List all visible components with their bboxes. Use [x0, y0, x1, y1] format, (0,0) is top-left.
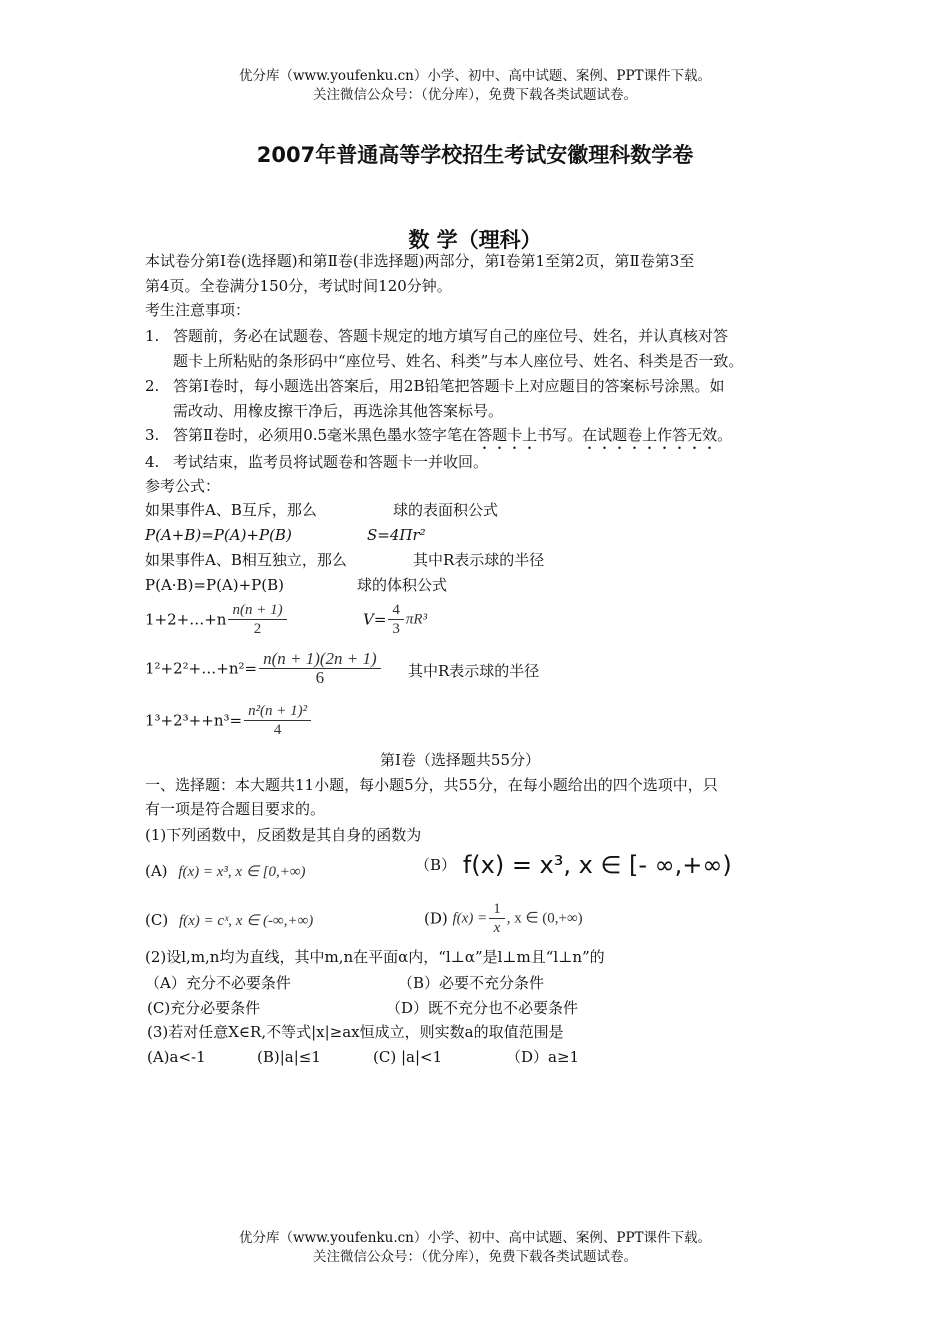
formula-volume-numerator: 4 [388, 601, 404, 620]
formula-volume-v: V= [363, 610, 387, 629]
document-title: 2007年普通高等学校招生考试安徽理科数学卷 [256, 143, 694, 167]
notice-2-number: 2. [145, 377, 160, 395]
formula-independent: 如果事件A、B相互独立，那么 [145, 551, 347, 569]
formula-sum-n-numerator: n(n + 1) [228, 601, 286, 620]
q3-option-b: (B)|a|≤1 [257, 1048, 321, 1066]
q3-option-a: (A)a<-1 [147, 1048, 206, 1066]
q1-option-c-label: (C) [145, 911, 169, 929]
formula-sum-n-left: 1+2+…+n [145, 610, 227, 629]
notice-4-text: 考试结束，监考员将试题卷和答题卡一并收回。 [173, 453, 489, 471]
notice-3 [145, 426, 733, 444]
footer-line-2: 关注微信公众号：（优分库），免费下载各类试题试卷。 [313, 1249, 637, 1265]
formula-sum-n-fraction [228, 601, 286, 638]
q2-option-b: （B）必要不充分条件 [398, 974, 545, 992]
formula-sphere-area: S=4Πr² [367, 526, 426, 544]
q1-option-d-numerator: 1 [489, 900, 505, 919]
formula-sum-squares [145, 650, 383, 687]
notice-4 [145, 453, 489, 471]
notice-heading: 考生注意事项： [145, 301, 251, 319]
q1-stem: (1)下列函数中，反函数是其自身的函数为 [145, 826, 422, 844]
part-1-desc-2: 有一项是符合题目要求的。 [145, 800, 326, 818]
notice-2-text-b: 需改动、用橡皮擦干净后，再选涂其他答案标号。 [173, 402, 504, 420]
formula-sum-squares-fraction [259, 650, 381, 687]
q1-option-c [145, 911, 313, 930]
formula-sum-cubes-fraction [244, 702, 311, 739]
formula-volume-fraction [388, 601, 404, 638]
header-line-1: 优分库（www.youfenku.cn）小学、初中、高中试题、案例、PPT课件下载。 [238, 68, 712, 84]
notice-1 [145, 327, 729, 345]
notice-3-text-c: 书写。 [537, 426, 583, 444]
q2-option-a: （A）充分不必要条件 [145, 974, 291, 992]
formula-sum-cubes-numerator: n²(n + 1)² [244, 702, 311, 721]
q1-option-d-fraction [489, 900, 505, 937]
notice-1-number: 1. [145, 327, 160, 345]
notice-4-number: 4. [145, 453, 160, 471]
notice-3-text-e: 。 [717, 426, 733, 444]
notice-3-emphasis-1: 答题卡上 [477, 426, 538, 444]
notice-1-text-a: 答题前，务必在试题卷、答题卡规定的地方填写自己的座位号、姓名，并认真核对答 [173, 327, 729, 345]
q2-option-c: (C)充分必要条件 [147, 999, 261, 1017]
footer-line-1: 优分库（www.youfenku.cn）小学、初中、高中试题、案例、PPT课件下载。 [238, 1230, 712, 1246]
q1-option-a-expr: f(x) = x³, x ∈ [0,+∞) [178, 864, 306, 880]
notice-2 [145, 377, 725, 395]
formula-sum-cubes-left: 1³+2³++n³= [145, 711, 243, 730]
formula-addition-rule: P(A+B)=P(A)+P(B) [145, 526, 292, 544]
q1-option-c-expr: f(x) = cˣ, x ∈ (-∞,+∞) [178, 913, 314, 929]
notice-2-text-a: 答第Ⅰ卷时，每小题选出答案后，用2B铅笔把答题卡上对应题目的答案标号涂黑。如 [173, 377, 725, 395]
q1-option-a [145, 862, 306, 881]
q3-stem: (3)若对任意X∈R,不等式|x|≥ax恒成立，则实数a的取值范围是 [147, 1023, 564, 1041]
notice-1-text-b: 题卡上所粘贴的条形码中“座位号、姓名、科类”与本人座位号、姓名、科类是否一致。 [173, 352, 744, 370]
intro-line-2: 第4页。全卷满分150分，考试时间120分钟。 [145, 277, 452, 295]
header-line-2: 关注微信公众号：（优分库），免费下载各类试题试卷。 [313, 87, 637, 103]
formula-radius-note-1: 其中R表示球的半径 [413, 551, 545, 569]
formula-sum-n [145, 601, 289, 638]
q3-option-c: (C) |a|<1 [373, 1048, 443, 1066]
formula-radius-note-2: 其中R表示球的半径 [408, 662, 540, 680]
notice-3-number: 3. [145, 426, 160, 444]
formula-sphere-volume [363, 601, 427, 638]
q1-option-d-expr-b: , x ∈ (0,+∞) [506, 910, 583, 927]
formula-sum-cubes [145, 702, 313, 739]
q1-option-d-denominator: x [493, 920, 501, 936]
q1-option-d [424, 900, 583, 937]
formula-sphere-volume-label: 球的体积公式 [357, 576, 448, 594]
q1-option-b-expr: f(x) = x³, x ∈ [- ∞,+∞) [462, 851, 732, 879]
formula-sphere-area-label: 球的表面积公式 [393, 501, 499, 519]
formula-volume-tail: πR³ [405, 611, 428, 628]
q1-option-b [415, 851, 732, 879]
notice-3-text-a: 答第Ⅱ卷时，必须用0.5毫米黑色墨水签字笔在 [173, 426, 478, 444]
q1-option-b-label: （B） [415, 856, 457, 874]
formula-sum-squares-left: 1²+2²+…+n²= [145, 659, 258, 678]
formula-mutually-exclusive: 如果事件A、B互斥，那么 [145, 501, 317, 519]
part-1-desc-1: 一、选择题：本大题共11小题，每小题5分，共55分，在每小题给出的四个选项中，只 [145, 776, 718, 794]
q2-option-d: （D）既不充分也不必要条件 [386, 999, 579, 1017]
formula-sum-n-denominator: 2 [253, 621, 262, 637]
q1-option-d-expr-a: f(x) = [452, 910, 488, 927]
notice-3-emphasis-2: 在试题卷上作答无效 [582, 426, 718, 444]
q1-option-d-label: (D) [424, 909, 448, 928]
document-subtitle: 数 学（理科） [408, 228, 542, 252]
formula-sum-squares-numerator: n(n + 1)(2n + 1) [259, 650, 381, 669]
notice-3-text [173, 426, 732, 453]
q2-stem: (2)设l,m,n均为直线，其中m,n在平面α内，“l⊥α”是l⊥m且“l⊥n”的 [145, 948, 605, 966]
intro-line-1: 本试卷分第Ⅰ卷(选择题)和第Ⅱ卷(非选择题)两部分，第Ⅰ卷第1至第2页，第Ⅱ卷第3至 [145, 252, 695, 270]
formula-product-rule: P(A·B)=P(A)+P(B) [145, 576, 285, 594]
formula-volume-denominator: 3 [392, 621, 400, 637]
q1-option-a-label: (A) [145, 862, 168, 880]
formulas-heading: 参考公式： [145, 477, 221, 495]
formula-sum-cubes-denominator: 4 [273, 722, 282, 738]
part-1-heading: 第Ⅰ卷（选择题共55分） [380, 751, 541, 769]
q3-option-d: （D）a≥1 [506, 1048, 580, 1066]
formula-sum-squares-denominator: 6 [315, 668, 325, 687]
